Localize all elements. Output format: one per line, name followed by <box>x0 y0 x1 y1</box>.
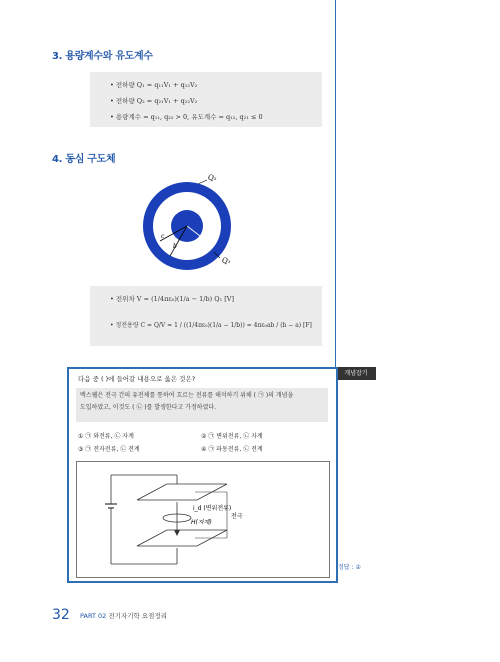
question-note-line-2: 도입하였고, 이것도 ( ㉡ )를 발생한다고 가정하였다. <box>80 404 217 411</box>
displacement-current-figure <box>76 461 330 578</box>
option-3[interactable]: ③ ㉠ 전자전류, ㉡ 전계 <box>78 446 140 453</box>
label-q2: Q₂ <box>208 174 217 182</box>
section-4-title: 4. 동심 구도체 <box>52 154 116 165</box>
label-displacement-current: i_d (변위전류) <box>193 505 232 512</box>
option-1[interactable]: ① ㉠ 와전류, ㉡ 자계 <box>78 433 134 440</box>
label-c: c <box>161 233 165 240</box>
part-number: PART 02 <box>80 612 107 620</box>
label-a: a <box>191 241 195 248</box>
page-number: 32 <box>52 607 70 623</box>
concentric-sphere-diagram <box>130 170 260 275</box>
q2-leader <box>198 180 207 184</box>
part-title: 전기자기학 요점정리 <box>108 612 167 620</box>
label-electrode: 전극 <box>231 513 243 520</box>
formula-coefficients: • 용량계수 = q₁₁, q₂₂ > 0, 유도계수 = q₁₂, q₂₁ ≤ 0 <box>110 113 263 121</box>
label-magnetic-field: H(자계) <box>191 519 212 526</box>
label-q1: Q₁ <box>222 257 231 265</box>
section-3-title: 3. 용량계수와 유도계수 <box>52 51 153 62</box>
formula-q1: • 전하량 Q₁ = q₁₁V₁ + q₁₂V₂ <box>110 81 198 89</box>
formula-capacitance: • 정전용량 C = Q/V = 1 / ((1/4πε₀)(1/a − 1/b)) = 4πε₀ab / (b − a) [F] <box>110 322 312 329</box>
concept-badge: 개념잡기 <box>336 367 376 380</box>
formula-q2: • 전하량 Q₂ = q₂₁V₁ + q₂₂V₂ <box>110 97 198 105</box>
question-prompt: 다음 중 ( )에 들어갈 내용으로 옳은 것은? <box>78 375 196 383</box>
question-box <box>67 367 338 583</box>
label-b: b <box>173 243 177 250</box>
question-note <box>76 388 328 422</box>
capacitor-diagram <box>77 462 329 577</box>
question-note-line-1: 맥스웰은 전극 간의 유전체를 통하여 흐르는 전류를 해석하기 위해 ( ㉠ )의 개념을 <box>80 392 294 399</box>
page-part-label <box>80 611 167 620</box>
answer-text: 정답 : ② <box>338 564 361 571</box>
option-2[interactable]: ② ㉠ 변위전류, ㉡ 자계 <box>201 433 263 440</box>
option-4[interactable]: ④ ㉠ 파동전류, ㉡ 전계 <box>201 446 263 453</box>
formula-potential-difference: • 전위차 V = (1/4πε₀)(1/a − 1/b) Q₁ [V] <box>110 295 235 303</box>
